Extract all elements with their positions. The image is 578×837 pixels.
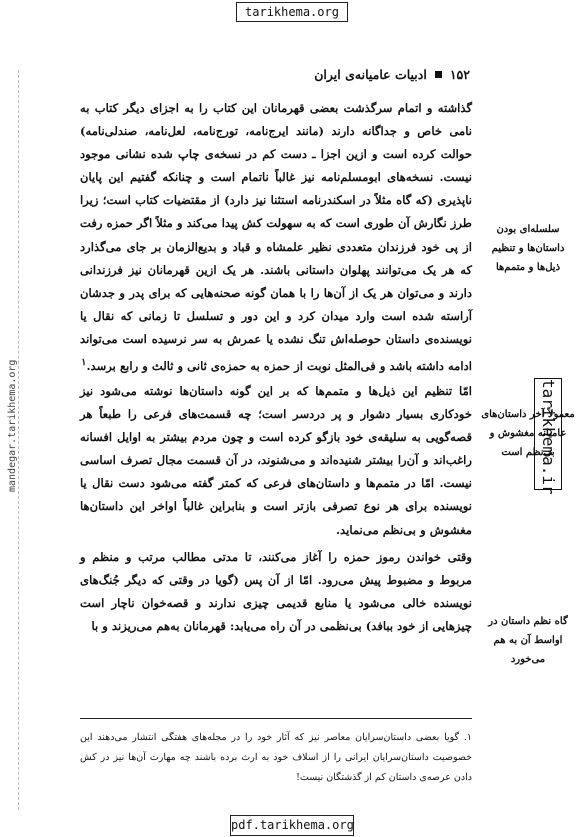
page-number: ۱۵۲ (449, 66, 470, 82)
square-bullet-icon (435, 71, 442, 78)
paragraph: امّا تنظیم این ذیل‌ها و متمم‌ها که بر این گونه داستان‌ها نوشته می‌شود نیز خودکاری بسیار دشوار و پر دردسر است؛ چه قسمت‌های فرعی را طبعاً هر قصه‌گویی به سلیقه‌ی خود بازگو کرده است و چون مردم بیشتر به اوایل افسانه راغب‌اند و آن‌را بیشتر شنیده‌اند و می‌شنوند، در آن قسمت مجال تصرف اساسی نیست. امّا در متمم‌ها و داستان‌های فرعی که کمتر گفته می‌شود دست نقال یا نویسنده برای هر نوع تصرفی بازتر است و بنابراین غالباً اواخر این داستان‌ها مغشوش و بی‌نظم می‌نماید. (80, 383, 472, 537)
side-note: معمولاً آخر داستان‌های عامیانه مغشوش و بی‌نظم است (481, 409, 575, 458)
paragraph-text: گذاشته و اتمام سرگذشت بعضی قهرمانان این کتاب را به اجزای دیگر کتاب به نامی خاص و جداگانه دارند (مانند ایرج‌نامه، تورج‌نامه، لعل‌نامه، صندلی‌نامه) حوالت کرده است و ازین اجزا ـ دست کم در نسخه‌ی چاپ شده نشانی موجود نیست. نسخه‌های ابومسلم‌نامه نیز غالباً ناتمام است و چنانکه گفتیم این پایان ناپذیری (که گاه مثلاً در اسکندرنامه استثنا نیز دارد) از مقتضیات کتاب است؛ زیرا طرز نگارش آن طوری است که به سهولت کش پیدا می‌کند و مثلاً اگر حمزه رفت از پی خود فرزندان متعددی نظیر علمشاه و قباد و بدیع‌الزمان بر جای می‌گذارد که هر یک می‌توانند پهلوان داستانی باشند. هر یک ازین قهرمانان نیز فرزندانی دارند و می‌توان هر یک از آن‌ها را با همان گونه صحنه‌هایی که برای پدر و جدشان آراسته شده است وارد میدان کرد و این دور و تسلسل تا زمانی که نقال یا نویسنده‌ی داستان حوصله‌اش تنگ نشده یا عمرش به سر نرسیده است می‌تواند ادامه داشته باشد و فی‌المثل نوبت از حمزه به حمزه‌ی ثانی و ثالث و رابع برسد. (80, 101, 472, 373)
footnote-marker: ۱ (81, 357, 87, 369)
footnote-divider (80, 718, 472, 719)
paragraph: وقتی خواندن رموز حمزه را آغاز می‌کنند، تا مدتی مطالب مرتب و منظم و مربوط و مضبوط پیش می‌رود. امّا از آن پس (گویا در وقتی که دیگر جُنگ‌های نویسنده خالی می‌شود یا منابع قدیمی چیزی ندارند و قصه‌خوان ناچار است چیزهایی از خود ببافد) بی‌نظمی در آن راه می‌یابد: قهرمانان به‌هم می‌ریزند و با (80, 549, 472, 633)
watermark-right: tarikhema.ir (534, 378, 562, 490)
watermark-top[interactable]: tarikhema.org (236, 2, 348, 22)
watermark-bottom[interactable]: pdf.tarikhema.org (230, 815, 354, 836)
main-text (80, 97, 472, 638)
book-title: ادبیات عامیانه‌ی ایران (314, 66, 427, 82)
page-header (80, 64, 470, 84)
paragraph (80, 97, 472, 378)
side-note: گاه نظم داستان در اواسط آن به هم می‌خورد (488, 616, 568, 665)
footnote: ۱. گویا بعضی داستان‌سرایان معاصر نیز که آثار خود را در مجله‌های هفتگی انتشار می‌دهند این خصوصیت داستان‌سرایان ایرانی را از اسلاف خود به ارث برده باشند چه مهارت آن‌ها نیز در کش دادن عرصه‌ی داستان کم از گذشتگان نیست! (80, 732, 472, 783)
side-note: سلسله‌ای بودن داستان‌ها و تنظیم ذیل‌ها و متمم‌ها (491, 224, 565, 273)
watermark-left: mandegar.tarikhema.org (7, 359, 18, 492)
